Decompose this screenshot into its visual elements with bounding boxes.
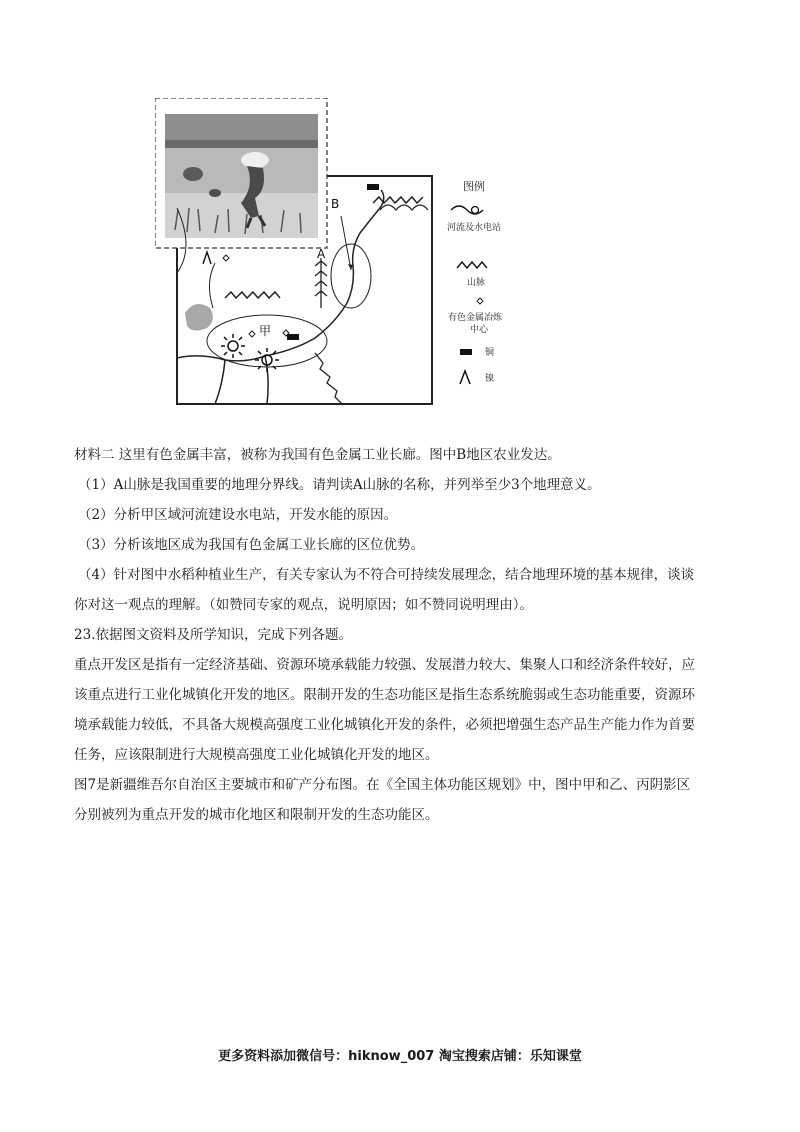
label-a: A <box>317 247 326 261</box>
legend-mountain: 山脉 <box>467 278 486 288</box>
paragraph-line: 图7是新疆维吾尔自治区主要城市和矿产分布图。在《全国主体功能区规划》中，图中甲和乙、丙阴影区 <box>74 777 691 793</box>
question-23-heading: 23.依据图文资料及所学知识，完成下列各题。 <box>74 627 352 643</box>
map-legend <box>447 179 503 384</box>
hydropower-station-icon <box>255 348 279 372</box>
region-b-outline <box>331 244 371 308</box>
nickel-marker <box>203 252 211 264</box>
question-2: （2）分析甲区域河流建设水电站，开发水能的原因。 <box>78 507 398 523</box>
hydropower-station-icon <box>221 334 245 358</box>
mountain-range-1 <box>225 292 280 298</box>
smelting-center-marker <box>249 331 255 337</box>
legend-smelting: 有色金属冶炼 <box>448 313 503 323</box>
map-figure <box>155 98 535 408</box>
paragraph-line: 任务，应该限制进行大规模高强度工业化城镇化开发的地区。 <box>74 747 439 763</box>
b-pointer-line <box>341 216 351 270</box>
map-svg <box>155 98 535 408</box>
question-1: （1）A山脉是我国重要的地理分界线。请判读A山脉的名称，并列举至少3个地理意义。 <box>78 477 601 493</box>
legend-river-hydro: 河流及水电站 <box>447 223 502 233</box>
mountain-range-3 <box>315 353 343 405</box>
copper-marker <box>367 184 379 190</box>
mountain-range-a <box>315 258 327 308</box>
question-4: （4）针对图中水稻种植业生产，有关专家认为不符合可持续发展理念，结合地理环境的基本规律，谈谈 <box>78 567 695 583</box>
question-4-cont: 你对这一观点的理解。（如赞同专家的观点，说明原因；如不赞同说明理由）。 <box>74 597 533 613</box>
smelting-center-marker <box>223 255 229 261</box>
material-two-line: 材料二 这里有色金属丰富，被称为我国有色金属工业长廊。图中B地区农业发达。 <box>74 447 561 463</box>
lake <box>185 304 213 331</box>
mountain-range-2 <box>373 197 423 203</box>
paragraph-line: 分别被列为重点开发的城市化地区和限制开发的生态功能区。 <box>74 807 439 823</box>
tributary-2 <box>265 356 268 404</box>
paragraph-line: 重点开发区是指有一定经济基础、资源环境承载能力较强、发展潜力较大、集聚人口和经济条件较好，应 <box>74 657 695 673</box>
footer-advert: 更多资料添加微信号：hiknow_007 淘宝搜索店铺：乐知课堂 <box>218 1049 582 1064</box>
paragraph-line: 境承载能力较低，不具备大规模高强度工业化城镇化开发的条件，必须把增强生态产品生产能力作为首要 <box>74 717 695 733</box>
legend-copper: 铜 <box>485 348 495 358</box>
body-text <box>74 440 734 830</box>
paragraph-line: 该重点进行工业化城镇化开发的地区。限制开发的生态功能区是指生态系统脆弱或生态功能重要，资源环 <box>74 687 695 703</box>
label-b: B <box>331 197 340 211</box>
rice-planting-photo <box>165 114 318 238</box>
tributary-1 <box>215 360 225 404</box>
copper-marker <box>287 334 299 340</box>
mountain-curls <box>380 205 428 210</box>
legend-title: 图例 <box>463 180 485 193</box>
tributary-3 <box>209 263 215 308</box>
legend-smelting-center: 中心 <box>470 325 489 335</box>
label-jia: 甲 <box>259 324 272 338</box>
question-3: （3）分析该地区成为我国有色金属工业长廊的区位优势。 <box>78 537 425 553</box>
legend-nickel: 镍 <box>485 374 495 384</box>
